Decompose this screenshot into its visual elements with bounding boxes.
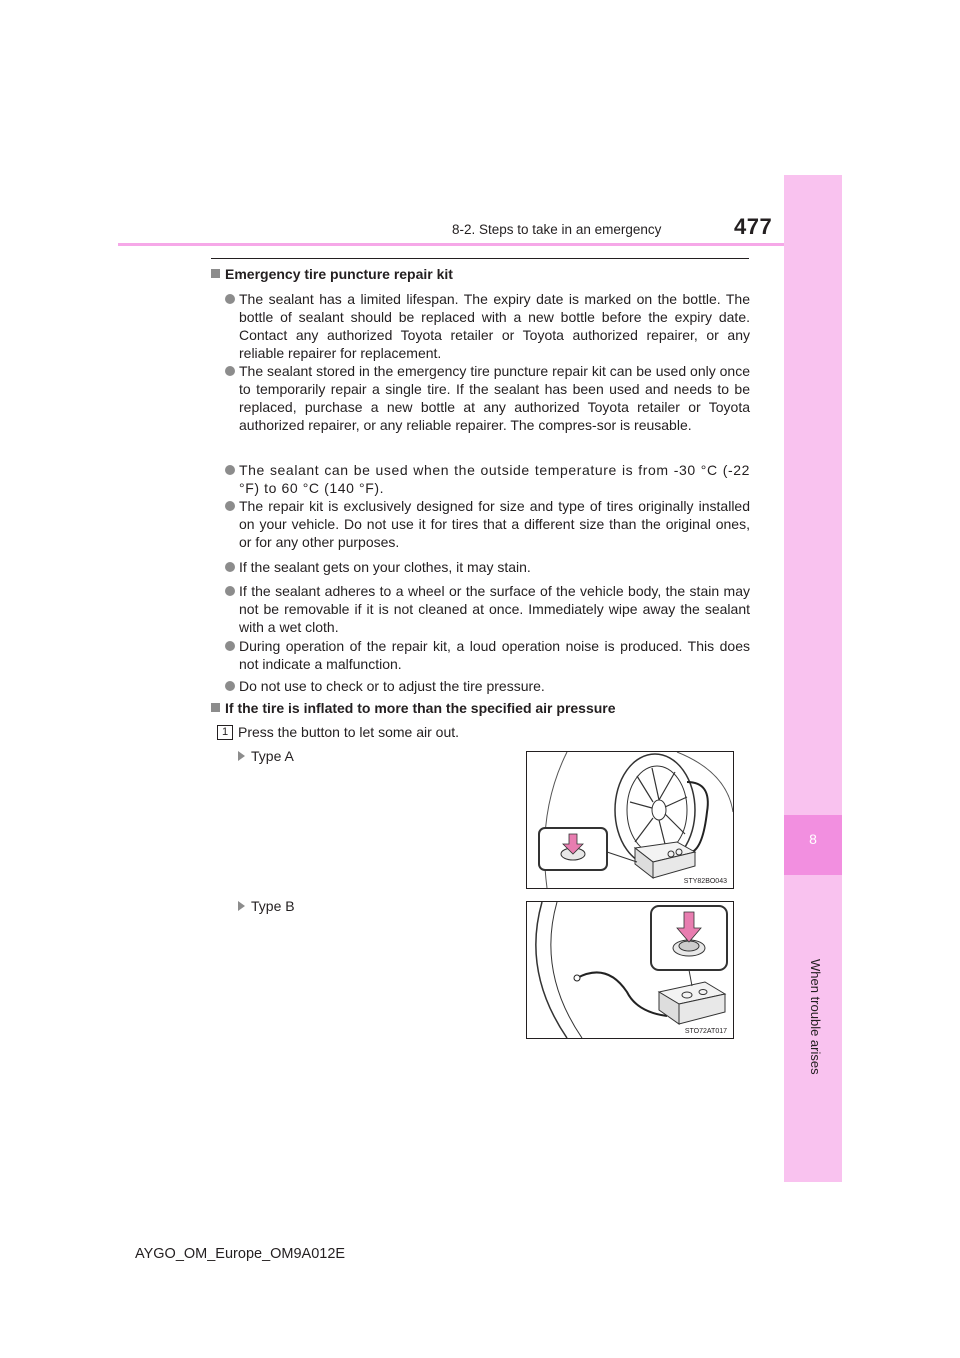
triangle-bullet-icon <box>238 901 245 911</box>
square-bullet-icon <box>211 703 220 712</box>
figure-code: STO72AT017 <box>684 1028 727 1035</box>
bullet-item: If the sealant gets on your clothes, it may stain. <box>226 558 750 576</box>
step-number-box: 1 <box>217 725 233 740</box>
bullet-item: The repair kit is exclusively designed for size and type of tires originally installed on your vehicle. Do not use it for tires that a different size than the original ones, or for any other purposes. <box>226 497 750 551</box>
figure-code: STY82BO043 <box>683 878 727 885</box>
hose-icon <box>577 972 667 1016</box>
document-id: AYGO_OM_Europe_OM9A012E <box>135 1246 346 1262</box>
bullet-item: The sealant has a limited lifespan. The expiry date is marked on the bottle. The bottle of sealant should be replaced with a new bottle before the expiry date. Contact any authorized Toyota retailer or Toyota authorized repairer, or any reliable repairer for replacement. <box>226 290 750 362</box>
bullet-item: If the sealant adheres to a wheel or the surface of the vehicle body, the stain may not be removable if it is not cleaned at once. Immediately wipe away the sealant with a wet cloth. <box>226 582 750 636</box>
page-number: 477 <box>734 214 773 239</box>
circle-bullet-icon <box>225 681 235 691</box>
content-rule <box>211 258 749 259</box>
compressor-icon <box>635 842 695 878</box>
figure-type-a <box>526 751 734 889</box>
type-a-label: Type A <box>238 748 294 764</box>
square-bullet-icon <box>211 269 220 278</box>
section-heading-repair-kit: Emergency tire puncture repair kit <box>211 266 453 282</box>
circle-bullet-icon <box>225 501 235 511</box>
bullet-item: The sealant can be used when the outside temperature is from -30 °C (-22 °F) to 60 °C (140 °F). <box>226 461 750 497</box>
circle-bullet-icon <box>225 586 235 596</box>
type-b-label: Type B <box>238 898 295 914</box>
section-heading-overinflated: If the tire is inflated to more than the specified air pressure <box>211 700 616 716</box>
tire-compressor-illustration-b <box>527 902 733 1038</box>
bullet-item: The sealant stored in the emergency tire puncture repair kit can be used only once to temporarily repair a single tire. If the sealant has been used and needs to be replaced, purchase a new bottle at any authorized Toyota retailer or Toyota authorized repairer, or any reliable repairer. The compres-sor is reusable. <box>226 362 750 434</box>
compressor-icon <box>659 982 725 1024</box>
circle-bullet-icon <box>225 465 235 475</box>
bullet-item: During operation of the repair kit, a loud operation noise is produced. This does not indicate a malfunction. <box>226 637 750 673</box>
chapter-number: 8 <box>809 831 817 847</box>
section-title: 8-2. Steps to take in an emergency <box>452 222 662 237</box>
bullet-item: Do not use to check or to adjust the tire pressure. <box>226 677 750 695</box>
header-rule <box>118 243 784 246</box>
circle-bullet-icon <box>225 366 235 376</box>
step-text: Press the button to let some air out. <box>238 724 460 740</box>
triangle-bullet-icon <box>238 751 245 761</box>
circle-bullet-icon <box>225 294 235 304</box>
chapter-title: When trouble arises <box>808 959 823 1075</box>
circle-bullet-icon <box>225 562 235 572</box>
chapter-number-tab <box>784 815 842 875</box>
circle-bullet-icon <box>225 641 235 651</box>
figure-type-b <box>526 901 734 1039</box>
button-inset <box>651 906 727 986</box>
tire-compressor-illustration-a <box>527 752 733 888</box>
